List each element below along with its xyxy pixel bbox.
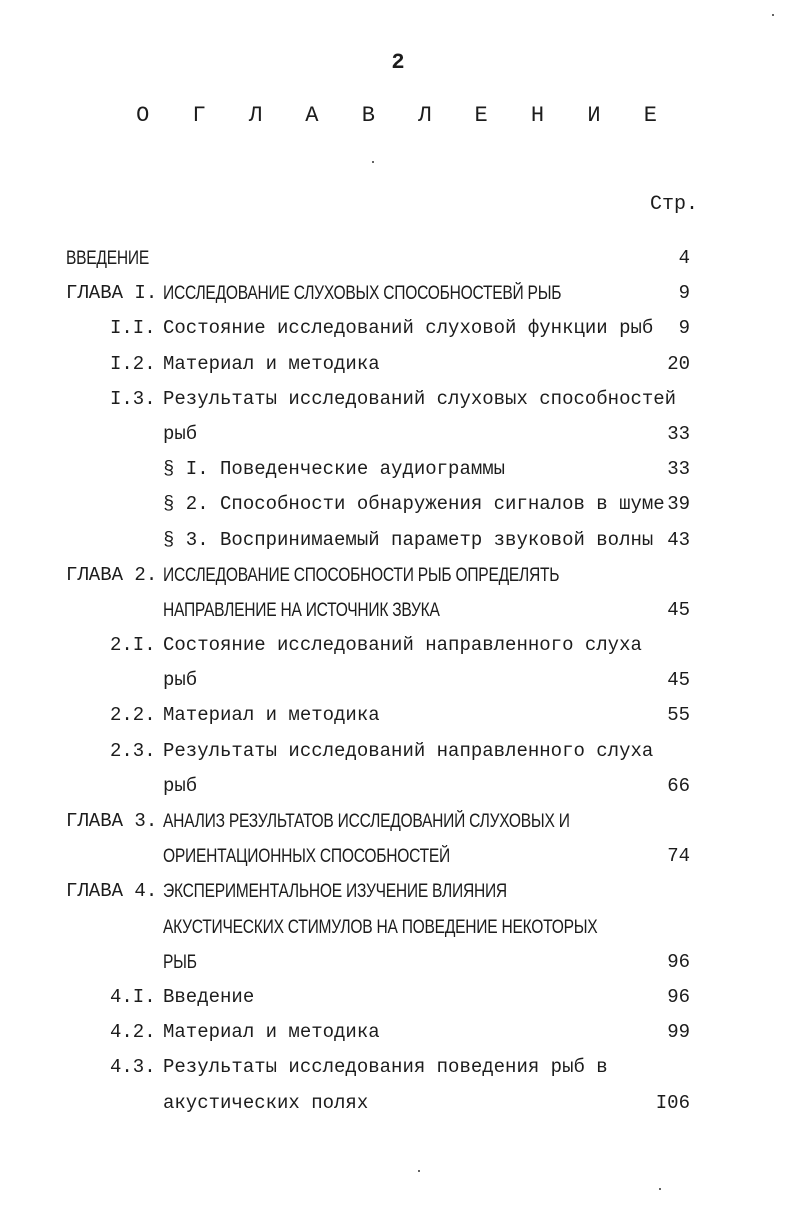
toc-entry-page: 9: [678, 317, 690, 340]
toc-entry: [0, 769, 796, 804]
toc-entry-label: Материал и методика: [163, 704, 380, 727]
toc-entry-text: [163, 874, 582, 910]
toc-entry-text: [163, 311, 653, 346]
toc-entry-number: I.2.: [110, 352, 156, 375]
toc-entry-text: [163, 698, 380, 733]
toc-entry-number: I.I.: [110, 317, 156, 340]
toc-entry-text: [163, 452, 505, 487]
toc-entry: [0, 558, 796, 593]
toc-entry: [0, 839, 796, 874]
toc-entry-label: ИССЛЕДОВАНИЕ СПОСОБНОСТИ РЫБ ОПРЕДЕЛЯТЬ: [163, 564, 560, 586]
toc-entry: [0, 698, 796, 733]
toc-entry-text: [163, 734, 653, 769]
toc-entry-page: 33: [667, 422, 690, 445]
toc-entry-label: рыб: [163, 774, 198, 797]
toc-entry-number: ГЛАВА 4.: [66, 880, 158, 903]
toc-entry: [0, 452, 796, 487]
toc-entry-label: АКУСТИЧЕСКИХ СТИМУЛОВ НА ПОВЕДЕНИЕ НЕКОТОРЫХ: [163, 916, 598, 938]
toc-entry: [0, 523, 796, 558]
toc-entry-page: 33: [667, 458, 690, 481]
toc-entries: [0, 241, 796, 1121]
toc-entry-label: § 2. Способности обнаружения сигналов в шуме: [163, 493, 665, 516]
toc-entry: [0, 1050, 796, 1085]
toc-entry-text: [163, 523, 653, 558]
toc-entry-text: [66, 241, 167, 277]
toc-entry-text: [163, 910, 693, 946]
toc-entry-label: АНАЛИЗ РЕЗУЛЬТАТОВ ИССЛЕДОВАНИЙ СЛУХОВЫХ И: [163, 811, 570, 832]
toc-entry: [0, 804, 796, 839]
toc-entry-number: 2.2.: [110, 704, 156, 727]
toc-entry-number: ГЛАВА 2.: [66, 563, 158, 586]
toc-entry: [0, 734, 796, 769]
toc-entry-page: 45: [667, 598, 690, 621]
toc-entry-page: 43: [667, 528, 690, 551]
toc-entry-page: 55: [667, 704, 690, 727]
toc-entry-text: [163, 839, 513, 875]
toc-entry: [0, 347, 796, 382]
table-of-contents-title: О Г Л А В Л Е Н И Е: [136, 103, 672, 128]
toc-entry-page: 9: [678, 282, 690, 305]
toc-entry: [0, 276, 796, 311]
toc-entry: [0, 417, 796, 452]
toc-entry-label: Результаты исследований направленного слуха: [163, 739, 654, 762]
toc-entry-text: [163, 417, 197, 452]
toc-entry-label: Состояние исследований слуховой функции рыб: [163, 317, 654, 340]
toc-entry-label: НАПРАВЛЕНИЕ НА ИСТОЧНИК ЗВУКА: [163, 599, 440, 621]
toc-entry: [0, 382, 796, 417]
toc-entry-label: акустических полях: [163, 1091, 369, 1114]
toc-entry-label: ОРИЕНТАЦИОННЫХ СПОСОБНОСТЕЙ: [163, 846, 450, 868]
toc-entry-label: Введение: [163, 985, 255, 1008]
page-number: 2: [391, 50, 405, 75]
toc-entry-label: Материал и методика: [163, 352, 380, 375]
toc-entry-text: [163, 558, 646, 594]
toc-entry-page: 20: [667, 352, 690, 375]
toc-entry: [0, 593, 796, 628]
toc-entry: [0, 628, 796, 663]
toc-entry: [0, 945, 796, 980]
toc-entry: [0, 663, 796, 698]
scan-speck: [772, 14, 774, 16]
toc-entry-number: 2.I.: [110, 634, 156, 657]
toc-entry-number: 2.3.: [110, 739, 156, 762]
scan-speck: [659, 1188, 661, 1190]
toc-entry-label: рыб: [163, 422, 198, 445]
toc-entry-page: I06: [655, 1091, 690, 1114]
scan-speck: [372, 161, 374, 163]
toc-entry-number: 4.I.: [110, 985, 156, 1008]
toc-entry-number: 4.3.: [110, 1056, 156, 1079]
toc-entry-text: [163, 347, 380, 382]
toc-entry: [0, 241, 796, 276]
toc-entry-label: ИССЛЕДОВАНИЕ СЛУХОВЫХ СПОСОБНОСТЕВЙ РЫБ: [163, 283, 562, 305]
page-column-header: Стр.: [649, 193, 698, 216]
toc-entry-label: ЭКСПЕРИМЕНТАЛЬНОЕ ИЗУЧЕНИЕ ВЛИЯНИЯ: [163, 881, 507, 903]
toc-entry-label: Состояние исследований направленного слуха: [163, 634, 642, 657]
toc-entry-number: I.3.: [110, 387, 156, 410]
toc-entry-label: ВВЕДЕНИЕ: [66, 248, 149, 269]
toc-entry-number: ГЛАВА I.: [66, 282, 158, 305]
toc-entry-label: рыб: [163, 669, 198, 692]
toc-entry-text: [163, 593, 500, 629]
toc-entry-label: Результаты исследования поведения рыб в: [163, 1056, 608, 1079]
toc-entry: [0, 1015, 796, 1050]
toc-entry-page: 99: [667, 1021, 690, 1044]
scan-speck: [418, 1170, 420, 1172]
toc-entry-label: Материал и методика: [163, 1021, 380, 1044]
toc-entry-text: [163, 382, 676, 417]
toc-entry-text: [163, 1086, 368, 1121]
toc-entry-text: [163, 1015, 380, 1050]
toc-entry-page: 39: [667, 493, 690, 516]
toc-entry: [0, 487, 796, 522]
toc-entry: [0, 980, 796, 1015]
toc-entry-page: 96: [667, 950, 690, 973]
toc-entry-text: [163, 276, 649, 312]
toc-entry: [0, 910, 796, 945]
toc-entry-page: 45: [667, 669, 690, 692]
toc-entry-text: [163, 769, 197, 804]
toc-entry-number: 4.2.: [110, 1021, 156, 1044]
toc-entry: [0, 1086, 796, 1121]
toc-entry: [0, 874, 796, 909]
toc-entry-page: 96: [667, 985, 690, 1008]
toc-entry-text: [163, 980, 254, 1015]
toc-entry-page: 4: [678, 247, 690, 269]
toc-entry-label: § 3. Воспринимаемый параметр звуковой волны: [163, 528, 654, 551]
toc-entry-page: 74: [667, 845, 690, 868]
toc-entry: [0, 311, 796, 346]
toc-entry-text: [163, 663, 197, 698]
toc-entry-text: [163, 487, 665, 522]
toc-entry-text: [163, 1050, 608, 1085]
toc-entry-number: ГЛАВА 3.: [66, 810, 158, 832]
toc-entry-page: 66: [667, 774, 690, 797]
toc-entry-text: [163, 945, 204, 981]
toc-entry-label: Результаты исследований слуховых способностей: [163, 387, 677, 410]
toc-entry-text: [163, 804, 659, 840]
toc-entry-label: § I. Поведенческие аудиограммы: [163, 458, 506, 481]
toc-entry-label: РЫБ: [163, 951, 197, 973]
toc-entry-text: [163, 628, 642, 663]
